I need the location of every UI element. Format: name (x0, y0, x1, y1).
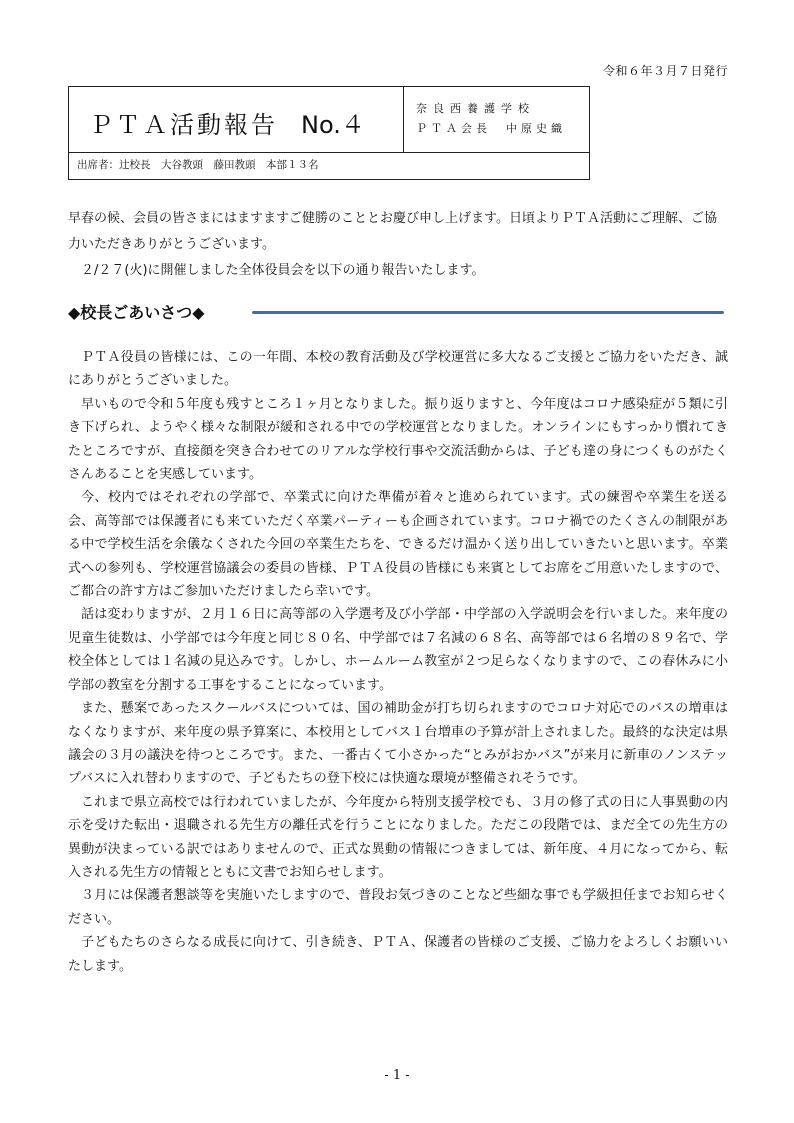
body-paragraph: これまで県立高校では行われていましたが、今年度から特別支援学校でも、３月の修了式の日に人事異動の内示を受けた転出・退職される先生方の離任式を行うことになりました。ただこの段階では、まだ全ての先生方の異動が決まっている訳ではありませんので、正式な異動の情報につきましては、新年度、４月になってから、転入される先生方の情報とともに文書でお知らせします。 (68, 794, 728, 880)
intro-text (68, 206, 728, 284)
pta-president: ＰＴＡ会長 中原史織 (416, 122, 566, 135)
school-name: 奈良西養護学校 (416, 102, 535, 115)
body-paragraph: 子どもたちのさらなる成長に向けて、引き続き、ＰＴＡ、保護者の皆様のご支援、ご協力をよろしくお願いいたします。 (68, 935, 728, 974)
issue-number: No.４ (301, 111, 365, 139)
body-paragraph: 話は変わりますが、２月１６日に高等部の入学選考及び小学部・中学部の入学説明会を行いました。来年度の児童生徒数は、小学部では今年度と同じ８０名、中学部では７名減の６８名、高等部では６名増の８９名で、学校全体としては１名減の見込みです。しかし、ホームルーム教室が２つ足らなくなりますので、この春休みに小学部の教室を分割する工事をすることになっています。 (68, 607, 728, 693)
header-organization-cell (404, 87, 589, 153)
page-number: - 1 - (384, 1068, 410, 1083)
header-box (68, 86, 590, 180)
intro-paragraph: 早春の候、会員の皆さまにはますますご健勝のこととお慶び申し上げます。日頃よりＰＴＡ活動にご理解、ご協力いただきありがとうございます。 (68, 211, 717, 252)
intro-paragraph: ２/２７(火)に開催しました全体役員会を以下の通り報告いたします。 (68, 263, 485, 278)
body-paragraph: 早いもので令和５年度も残すところ１ヶ月となりました。振り返りますと、今年度はコロナ感染症が５類に引き下げられ、ようやく様々な制限が緩和される中での学校運営となりました。オンラインにもすっかり慣れてきたところですが、直接顔を突き合わせてのリアルな学校行事や交流活動からは、子ども達の身につくものがたくさんあることを実感しています。 (68, 396, 728, 483)
header-title-cell (69, 87, 404, 153)
body-paragraph: ＰＴＡ役員の皆様には、この一年間、本校の教育活動及び学校運営に多大なるご支援とご協力をいただき、誠にありがとうございました。 (68, 350, 728, 389)
body-paragraph: また、懸案であったスクールバスについては、国の補助金が打ち切られますのでコロナ対応でのバスの増車はなくなりますが、来年度の県予算案に、本校用としてバス１台増車の予算が計上されました。最終的な決定は県議会の３月の議決を待つところです。また、一番古くて小さかった“とみがおかバス”が来月に新車のノンステップバスに入れ替わりますので、子どもたちの登下校には快適な環境が整備されそうです。 (68, 701, 728, 787)
body-paragraph: ３月には保護者懇談等を実施いたしますので、普段お気づきのことなど些細な事でも学級担任までお知らせください。 (68, 888, 728, 927)
body-paragraph: 今、校内ではそれぞれの学部で、卒業式に向けた準備が着々と進められています。式の練習や卒業生を送る会、高等部では保護者にも来ていただく卒業パーティーも企画されています。コロナ禍でのたくさんの制限がある中で学校生活を余儀なくされた今回の卒業生たちを、できるだけ温かく送り出していきたいと思います。卒業式への参列も、学校運営協議会の委員の皆様、ＰＴＡ役員の皆様にも来賓としてお席をご用意いたしますので、ご都合の許す方はご参加いただけましたら幸いです。 (68, 490, 728, 600)
section-heading: ◆校長ごあいさつ◆ (68, 303, 205, 322)
principal-greeting-body (68, 346, 728, 978)
section-heading-rule (252, 311, 724, 314)
attendees-line: 出席者：辻校長 大谷教頭 藤田教頭 本部１３名 (77, 159, 319, 171)
issue-date: 令和６年３月７日発行 (602, 64, 728, 78)
newsletter-title: ＰＴＡ活動報告 (89, 111, 278, 139)
